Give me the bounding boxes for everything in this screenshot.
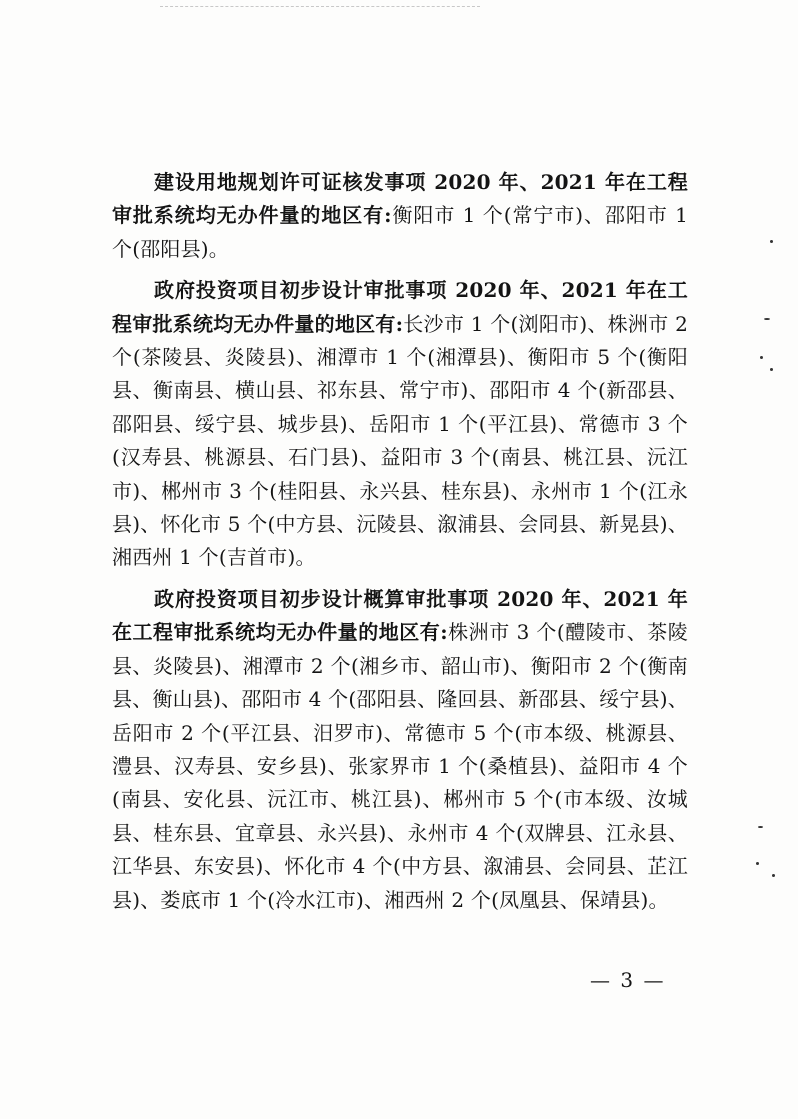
document-body — [112, 166, 688, 925]
scan-speck — [770, 368, 773, 371]
paragraph-rest: 衡阳市 1 个(常宁市)、邵阳市 1 个(邵阳县)。 — [112, 203, 688, 261]
paragraph-rest: 株洲市 3 个(醴陵市、茶陵县、炎陵县)、湘潭市 2 个(湘乡市、韶山市)、衡阳市 2 个(衡南县、衡山县)、邵阳市 4 个(邵阳县、隆回县、新邵县、绥宁县)、岳阳市 2 个(平江县、汨罗市)、常德市 5 个(市本级、桃源县、澧县、汉寿县、安乡县)、张家界市 1 个(桑植县)、益阳市 4 个(南县、安化县、沅江市、桃江县)、郴州市 5 个(市本级、汝城县、桂东县、宜章县、永兴县)、永州市 4 个(双牌县、江永县、江华县、东安县)、怀化市 4 个(中方县、溆浦县、会同县、芷江县)、娄底市 1 个(冷水江市)、湘西州 2 个(凤凰县、保靖县)。 — [112, 620, 688, 912]
paragraph-preliminary-design-budget-approval — [112, 583, 688, 917]
paragraph-lead: 建设用地规划许可证核发事项 2020 年、2021 年在工程审批系统均无办件量的地区有: — [112, 170, 688, 228]
scan-speck — [772, 874, 775, 877]
scan-speck — [770, 240, 773, 243]
scan-speck — [764, 318, 770, 320]
paragraph-lead: 政府投资项目初步设计概算审批事项 2020 年、2021 年在工程审批系统均无办件量的地区有: — [112, 586, 688, 645]
scan-speck — [758, 826, 763, 828]
scan-top-edge — [160, 0, 480, 7]
paragraph-rest: 长沙市 1 个(浏阳市)、株洲市 2 个(茶陵县、炎陵县)、湘潭市 1 个(湘潭县)、衡阳市 5 个(衡阳县、衡南县、横山县、祁东县、常宁市)、邵阳市 4 个(新邵县、邵阳县、绥宁县、城步县)、岳阳市 1 个(平江县)、常德市 3 个(汉寿县、桃源县、石门县)、益阳市 3 个(南县、桃江县、沅江市)、郴州市 3 个(桂阳县、永兴县、桂东县)、永州市 1 个(江永县)、怀化市 5 个(中方县、沅陵县、溆浦县、会同县、新晃县)、湘西州 1 个(吉首市)。 — [112, 311, 688, 570]
scan-speck — [760, 356, 763, 359]
paragraph-lead: 政府投资项目初步设计审批事项 2020 年、2021 年在工程审批系统均无办件量的地区有: — [112, 278, 688, 336]
page-number: — 3 — — [590, 968, 666, 992]
paragraph-land-planning-permit — [112, 166, 688, 266]
scan-speck — [756, 862, 759, 865]
paragraph-preliminary-design-approval — [112, 274, 688, 575]
